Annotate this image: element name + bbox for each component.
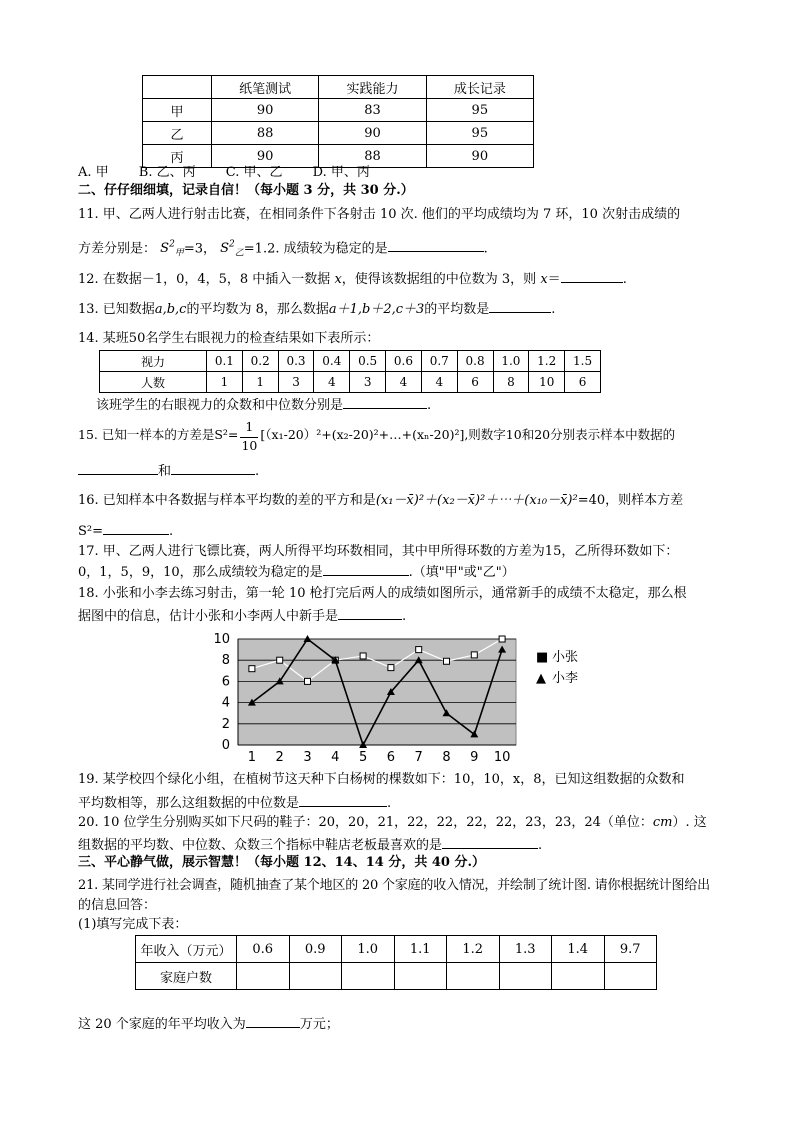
table-header-cell: 纸笔测试	[212, 76, 319, 99]
q18-line2	[78, 605, 406, 627]
q10-options	[78, 163, 370, 183]
y-tick-label: 4	[221, 695, 230, 711]
shooting-score-chart	[213, 629, 598, 765]
vision-value-cell: 0.1	[207, 351, 243, 372]
household-input-cell[interactable]	[289, 963, 342, 990]
table-cell: 88	[319, 145, 426, 168]
vision-value-cell: 1.5	[565, 351, 601, 372]
count-value-cell: 4	[314, 372, 350, 393]
q11-text3: =1.2. 成绩较为稳定的是	[243, 241, 388, 257]
section2-title: 二、仔仔细细填，记录自信！（每小题 3 分，共 30 分.）	[78, 183, 414, 198]
q21-sub1: (1)填写完成下表：	[78, 917, 188, 932]
q14-title: 14. 某班50名学生右眼视力的检查结果如下表所示：	[78, 331, 380, 346]
table-cell: 90	[212, 99, 319, 122]
y-tick-label: 10	[213, 632, 230, 647]
q15-text-b: [（x₁-20）²+(x₂-20)²+…+(xₙ-20)²],则数字10和20分别表示样本中数据的	[260, 427, 676, 442]
x-tick-label: 5	[358, 750, 368, 765]
q11-line2	[78, 235, 488, 264]
table-cell: 95	[426, 122, 533, 145]
table-cell: 83	[319, 99, 426, 122]
option-b: B. 乙、丙	[138, 165, 196, 180]
household-input-cell[interactable]	[447, 963, 500, 990]
vision-table	[99, 350, 601, 393]
q20-text-a: 20. 10 位学生分别购买如下尺码的鞋子：20，20，21，22，22，22，22，23，23，24（单位：	[78, 815, 653, 830]
q19-answer-blank[interactable]	[299, 792, 387, 807]
data-point-zhang	[444, 658, 450, 664]
q13-text-c: 的平均数是	[424, 302, 490, 317]
q19-end: .	[387, 796, 392, 811]
table-cell: 95	[426, 99, 533, 122]
vision-value-cell: 0.3	[278, 351, 314, 372]
fraction-num: 1	[245, 418, 254, 434]
q11-text: 方差分别是：	[78, 241, 157, 257]
table-header-cell: 成长记录	[426, 76, 533, 99]
count-value-cell: 3	[278, 372, 314, 393]
x-tick-label: 2	[275, 750, 284, 765]
q17-line1: 17. 甲、乙两人进行飞镖比赛，两人所得平均环数相同，其中甲所得环数的方差为15，乙所得环数如下：	[78, 544, 679, 559]
table-row	[143, 99, 534, 122]
q11-answer-blank[interactable]	[388, 237, 484, 252]
q17-text-a: 0，1，5，9，10，那么成绩较为稳定的是	[78, 565, 323, 580]
table-cell: 90	[426, 145, 533, 168]
vision-row	[100, 351, 601, 372]
q12-text-a: 12. 在数据－1，0，4，5，8 中插入一数据	[78, 272, 331, 287]
q13-vars: a,b,c	[154, 302, 187, 317]
q19-line2	[78, 792, 391, 814]
income-value-cell: 0.6	[237, 936, 290, 963]
count-value-cell: 1	[207, 372, 243, 393]
count-value-cell: 8	[493, 372, 529, 393]
q21-line2: 的信息回答：	[78, 898, 157, 913]
income-value-cell: 1.3	[499, 936, 552, 963]
q12-text-c: ＝	[547, 272, 561, 287]
table-cell: 90	[212, 145, 319, 168]
count-label-cell: 人数	[100, 372, 207, 393]
q17-text-b: .（填"甲"或"乙"）	[408, 565, 515, 580]
vision-value-cell: 0.4	[314, 351, 350, 372]
data-point-zhang	[416, 647, 422, 653]
option-d: D. 甲、丙	[312, 165, 370, 180]
income-label-cell: 年收入（万元）	[136, 936, 237, 963]
vision-value-cell: 0.8	[457, 351, 493, 372]
y-tick-label: 0	[221, 738, 230, 753]
q15-answer-blank-2[interactable]	[171, 460, 255, 475]
q15-mid: 和	[158, 464, 172, 479]
q11-text2: =3，	[183, 241, 216, 257]
data-point-zhang	[277, 657, 283, 663]
count-value-cell: 4	[386, 372, 422, 393]
household-input-cell[interactable]	[499, 963, 552, 990]
vision-value-cell: 0.7	[421, 351, 457, 372]
table-header-row	[143, 76, 534, 99]
q16-line2	[78, 520, 173, 542]
q21-answer-blank[interactable]	[246, 1013, 300, 1028]
q16-text-b: =40，则样本方差	[577, 493, 684, 508]
q20-end: .	[538, 838, 543, 853]
q20-answer-blank[interactable]	[442, 834, 538, 849]
table-cell: 丙	[143, 145, 212, 168]
q14-after	[96, 394, 431, 416]
variance-yi: $S^2_乙$	[220, 240, 244, 259]
section3-title: 三、平心静气做，展示智慧！（每小题 12、14、14 分，共 40 分.）	[78, 855, 485, 870]
data-point-zhang	[499, 636, 505, 642]
y-tick-label: 8	[221, 653, 230, 669]
q13-answer-blank[interactable]	[489, 298, 551, 313]
count-value-cell: 6	[565, 372, 601, 393]
data-point-zhang	[305, 678, 311, 684]
legend-marker: ▲	[536, 671, 546, 686]
q13-line	[78, 298, 555, 320]
q16-end: .	[169, 524, 174, 539]
q18-text: 据图中的信息，估计小张和小李两人中新手是	[78, 609, 339, 624]
q13-end: .	[551, 302, 556, 317]
table-row	[143, 122, 534, 145]
q14-end: .	[427, 398, 432, 413]
q21-avg-text: 这 20 个家庭的年平均收入为	[78, 1017, 246, 1032]
q16-answer-blank[interactable]	[103, 520, 169, 535]
legend-marker: ■	[536, 650, 549, 665]
q16-formula: (x₁－x̄)²＋(x₂－x̄)²＋⋯＋(x₁₀－x̄)²	[375, 493, 578, 508]
income-value-cell: 0.9	[289, 936, 342, 963]
vision-label-cell: 视力	[100, 351, 207, 372]
x-tick-label: 4	[331, 750, 340, 765]
vision-value-cell: 0.6	[386, 351, 422, 372]
fraction-one-tenth	[240, 419, 258, 453]
q20-unit: cm	[652, 815, 673, 830]
vision-value-cell: 0.2	[242, 351, 278, 372]
count-value-cell: 1	[242, 372, 278, 393]
count-row	[100, 372, 601, 393]
income-table	[135, 935, 657, 990]
income-value-cell: 1.1	[394, 936, 447, 963]
q16-text-a: 16. 已知样本中各数据与样本平均数的差的平方和是	[78, 493, 376, 508]
x-tick-label: 1	[247, 750, 257, 765]
q19-line1: 19. 某学校四个绿化小组，在植树节这天种下白杨树的棵数如下：10，10，x，8，已知这组数据的众数和	[78, 772, 685, 787]
table-cell: 90	[319, 122, 426, 145]
q13-expr: a＋1,b＋2,c＋3	[328, 302, 425, 317]
data-point-zhang	[471, 652, 477, 658]
q21-avg	[78, 1013, 339, 1035]
household-input-cell[interactable]	[342, 963, 395, 990]
household-input-cell[interactable]	[552, 963, 605, 990]
count-value-cell: 6	[457, 372, 493, 393]
q16-s2: S²=	[78, 524, 104, 539]
q15-line2	[78, 460, 259, 482]
q14-after-text: 该班学生的右眼视力的众数和中位数分别是	[96, 398, 344, 413]
q19-text: 平均数相等，那么这组数据的中位数是	[78, 796, 300, 811]
x-tick-label: 9	[470, 750, 479, 765]
income-row	[136, 936, 657, 963]
y-tick-label: 2	[221, 716, 230, 732]
vision-value-cell: 1.0	[493, 351, 529, 372]
income-value-cell: 1.2	[447, 936, 500, 963]
vision-value-cell: 0.5	[350, 351, 386, 372]
option-c: C. 甲、乙	[225, 165, 283, 180]
household-row	[136, 963, 657, 990]
q18-answer-blank[interactable]	[338, 605, 402, 620]
q20-text-c: 组数据的平均数、中位数、众数三个指标中鞋店老板最喜欢的是	[78, 838, 443, 853]
q15-text-a: 15. 已知一样本的方差是S²=	[78, 427, 239, 442]
household-input-cell[interactable]	[237, 963, 290, 990]
q13-text-b: 的平均数为 8，那么数据	[186, 302, 329, 317]
x-tick-label: 7	[414, 750, 423, 765]
count-value-cell: 4	[421, 372, 457, 393]
x-tick-label: 8	[442, 750, 451, 765]
q16-line1	[78, 491, 683, 511]
variance-jia: $S^2_甲$	[160, 240, 184, 259]
q20-line1	[78, 813, 707, 833]
table-cell: 乙	[143, 122, 212, 145]
q12-end: .	[622, 272, 627, 287]
q12-line	[78, 268, 627, 290]
q12-text-b: ，使得该数据组的中位数为 3，则	[341, 272, 537, 287]
q12-var-x2: x	[540, 272, 548, 287]
q11-line1: 11. 甲、乙两人进行射击比赛，在相同条件下各射击 10 次. 他们的平均成绩均为 7 环，10 次射击成绩的	[78, 207, 681, 222]
q12-var-x: x	[334, 272, 342, 287]
q12-answer-blank[interactable]	[561, 268, 623, 283]
q17-answer-blank[interactable]	[323, 561, 409, 576]
fraction-den: 10	[241, 437, 258, 453]
y-tick-label: 6	[221, 674, 230, 690]
score-table	[142, 75, 534, 168]
q17-line2	[78, 561, 515, 583]
q15-answer-blank-1[interactable]	[78, 460, 158, 475]
q15-end: .	[255, 464, 260, 479]
table-header-cell	[143, 76, 212, 99]
q21-avg-unit: 万元；	[299, 1017, 339, 1032]
income-value-cell: 1.0	[342, 936, 395, 963]
q11-end: .	[483, 241, 488, 257]
legend-label: 小李	[552, 671, 579, 686]
table-cell: 88	[212, 122, 319, 145]
q21-line1: 21. 某同学进行社会调查，随机抽查了某个地区的 20 个家庭的收入情况，并绘制了统计图. 请你根据统计图给出	[78, 878, 710, 893]
data-point-zhang	[249, 666, 255, 672]
q18-end: .	[402, 609, 407, 624]
data-point-zhang	[360, 653, 366, 659]
x-tick-label: 6	[386, 750, 396, 765]
count-value-cell: 10	[529, 372, 565, 393]
x-tick-label: 10	[493, 750, 511, 765]
legend-label: 小张	[552, 650, 579, 665]
income-value-cell: 1.4	[552, 936, 605, 963]
data-point-zhang	[388, 665, 394, 671]
household-input-cell[interactable]	[394, 963, 447, 990]
income-value-cell: 9.7	[604, 936, 657, 963]
q20-text-b: ）. 这	[672, 815, 707, 830]
household-input-cell[interactable]	[604, 963, 657, 990]
q13-text-a: 13. 已知数据	[78, 302, 155, 317]
q15-line1	[78, 418, 675, 453]
household-label-cell: 家庭户数	[136, 963, 237, 990]
q14-answer-blank[interactable]	[343, 394, 427, 409]
count-value-cell: 3	[350, 372, 386, 393]
x-tick-label: 3	[303, 750, 312, 765]
table-cell: 甲	[143, 99, 212, 122]
option-a: A. 甲	[78, 165, 109, 180]
vision-value-cell: 1.2	[529, 351, 565, 372]
table-header-cell: 实践能力	[319, 76, 426, 99]
q18-line1: 18. 小张和小李去练习射击，第一轮 10 枪打完后两人的成绩如图所示，通常新手的成绩不太稳定，那么根	[78, 586, 687, 601]
